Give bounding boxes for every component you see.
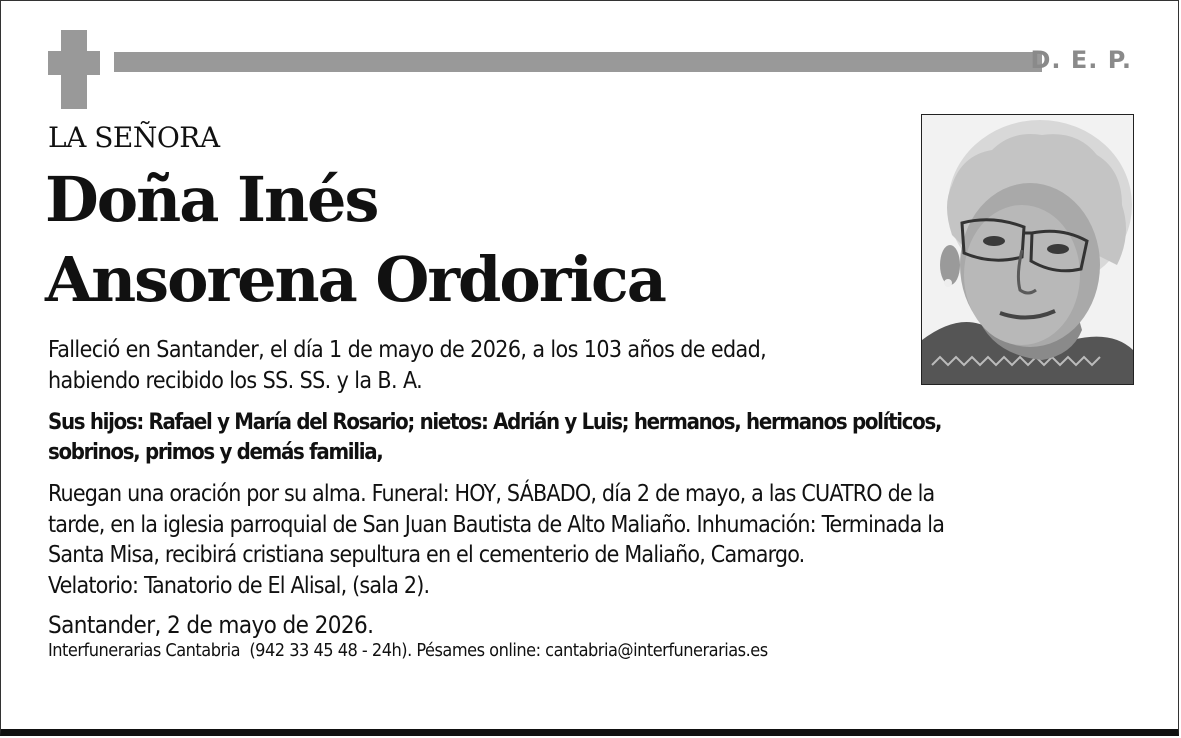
death-line-2: habiendo recibido los SS. SS. y la B. A. [48, 368, 423, 394]
honorific: LA SEÑORA [48, 121, 220, 154]
cross-icon [48, 30, 100, 109]
funeral-line-4: Velatorio: Tanatorio de El Alisal, (sala 2). [48, 572, 430, 599]
portrait-photo [921, 114, 1134, 385]
funeral-paragraph [48, 479, 1143, 601]
dep-label: D. E. P. [1030, 46, 1132, 74]
family-line-1: Sus hijos: Rafael y María del Rosario; nietos: Adrián y Luis; hermanos, hermanos políticos, [48, 410, 942, 435]
deceased-name-line2: Ansorena Ordorica [45, 243, 665, 316]
funeral-line-3: Santa Misa, recibirá cristiana sepultura en el cementerio de Maliaño, Camargo. [48, 542, 805, 568]
funeral-home-footer: Interfunerarias Cantabria (942 33 45 48 - 24h). Pésames online: cantabria@interfunerarias.es [48, 640, 768, 661]
deceased-name-line1: Doña Inés [45, 163, 378, 236]
date-place: Santander, 2 de mayo de 2026. [48, 611, 374, 639]
funeral-line-2: tarde, en la iglesia parroquial de San Juan Bautista de Alto Maliaño. Inhumación: Terminada la [48, 511, 945, 538]
family-line-2: sobrinos, primos y demás familia, [48, 440, 383, 465]
family-paragraph [48, 408, 1143, 468]
funeral-line-1: Ruegan una oración por su alma. Funeral: HOY, SÁBADO, día 2 de mayo, a las CUATRO de la [48, 481, 935, 507]
death-line-1: Falleció en Santander, el día 1 de mayo de 2026, a los 103 años de edad, [48, 337, 767, 363]
death-paragraph [48, 335, 908, 397]
header-rule [114, 52, 1042, 72]
